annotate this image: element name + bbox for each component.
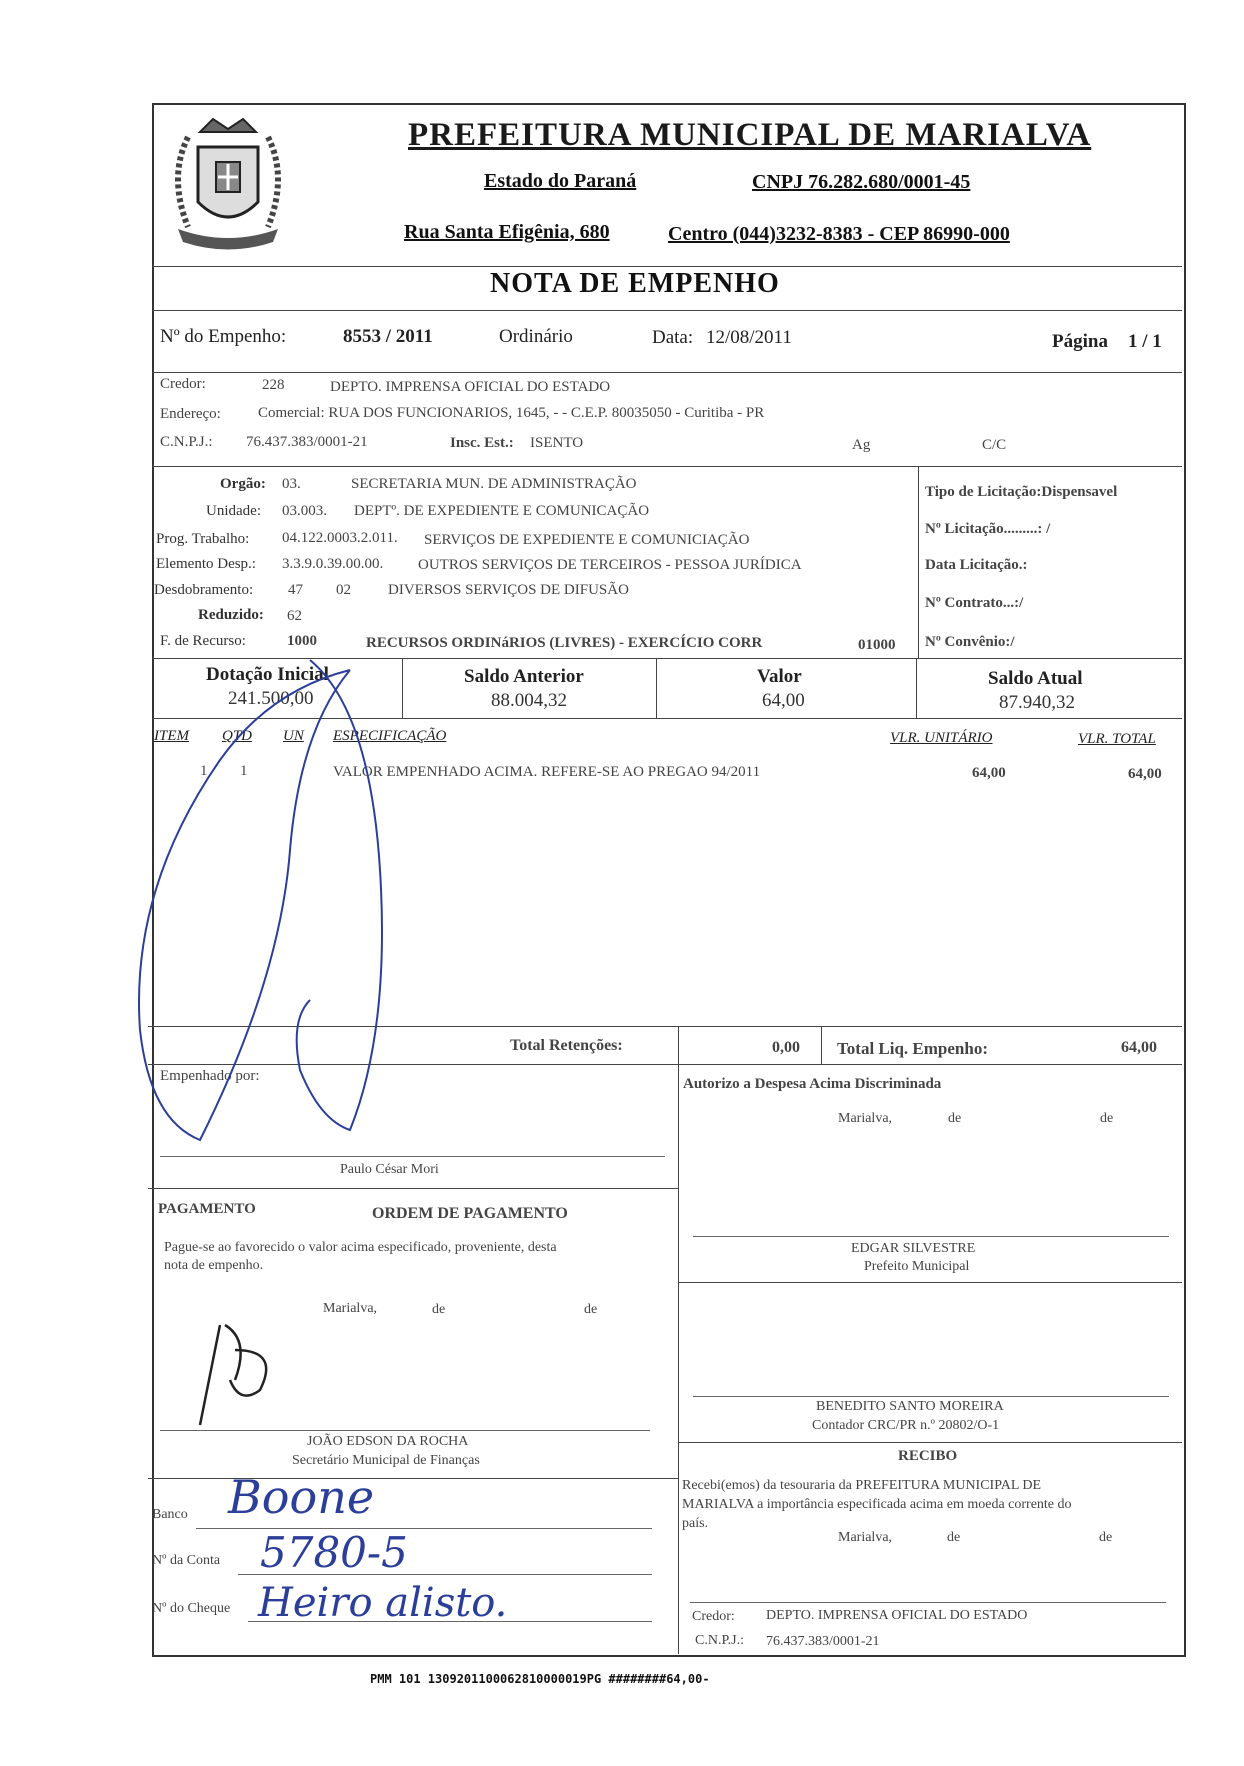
orgao-label: Orgão:	[220, 476, 266, 492]
autorizo-de-1: de	[948, 1111, 962, 1126]
recurso-code2: 01000	[858, 637, 896, 653]
credor-cc-label: C/C	[982, 437, 1007, 453]
total-retencoes-label: Total Retenções:	[510, 1037, 623, 1054]
row-vlr-total: 64,00	[1128, 766, 1162, 782]
total-retencoes-value: 0,00	[772, 1039, 800, 1056]
pagamento-text-1: Pague-se ao favorecido o valor acima especificado, proveniente, desta	[164, 1240, 557, 1255]
col-qtd: QTD	[222, 728, 253, 744]
empenho-date: 12/08/2011	[706, 327, 792, 348]
credor-label: Credor:	[160, 376, 206, 392]
recibo-credor-label: Credor:	[692, 1609, 735, 1624]
header-address: Rua Santa Efigênia, 680	[404, 221, 610, 243]
header-title: PREFEITURA MUNICIPAL DE MARIALVA	[408, 117, 1092, 153]
empenho-number-label: Nº do Empenho:	[160, 326, 287, 347]
valor-label: Valor	[757, 666, 802, 687]
col-especificacao: ESPECIFICAÇÃO	[333, 728, 447, 744]
unidade-code: 03.003.	[282, 503, 327, 519]
recurso-code: 1000	[287, 633, 317, 649]
col-vlr-total: VLR. TOTAL	[1078, 731, 1156, 747]
contador-title: Contador CRC/PR n.º 20802/O-1	[812, 1418, 1000, 1433]
saldo-anterior-label: Saldo Anterior	[464, 666, 584, 687]
desdobramento-label: Desdobramento:	[154, 582, 254, 598]
credor-address-label: Endereço:	[160, 406, 221, 422]
saldo-atual-label: Saldo Atual	[988, 668, 1083, 689]
barcode-line: PMM 101 1309201100062810000019PG ########64,00-	[370, 1672, 710, 1686]
licitacao-convenio: Nº Convênio:/	[925, 634, 1015, 650]
page-value: 1 / 1	[1128, 331, 1162, 352]
empenhado-por-name: Paulo César Mori	[340, 1162, 439, 1177]
cheque-handwritten: Heiro alisto.	[258, 1580, 508, 1626]
empenho-number: 8553 / 2011	[343, 326, 433, 347]
pagamento-label: PAGAMENTO	[158, 1201, 256, 1217]
credor-code: 228	[262, 377, 285, 393]
row-qtd: 1	[240, 763, 248, 779]
prefeito-title: Prefeito Municipal	[864, 1259, 970, 1274]
empenho-type: Ordinário	[499, 326, 573, 347]
licitacao-data: Data Licitação.:	[925, 557, 1028, 573]
banco-handwritten: Boone	[228, 1470, 375, 1524]
signature-mark-secretario	[190, 1320, 300, 1430]
valor-value: 64,00	[762, 690, 805, 711]
signature-mark-large	[110, 650, 450, 1150]
unidade-label: Unidade:	[206, 503, 261, 519]
prog-name: SERVIÇOS DE EXPEDIENTE E COMUNICIAÇÃO	[424, 532, 750, 548]
credor-cnpj: 76.437.383/0001-21	[246, 434, 368, 450]
licitacao-tipo: Tipo de Licitação:Dispensavel	[925, 484, 1118, 500]
row-especificacao: VALOR EMPENHADO ACIMA. REFERE-SE AO PREGAO 94/2011	[333, 764, 761, 780]
saldo-atual-value: 87.940,32	[999, 692, 1075, 713]
unidade-name: DEPTº. DE EXPEDIENTE E COMUNICAÇÃO	[354, 503, 650, 519]
header-state: Estado do Paraná	[484, 170, 637, 192]
recibo-city: Marialva,	[838, 1530, 893, 1545]
prog-label: Prog. Trabalho:	[156, 531, 250, 547]
pagamento-de-1: de	[432, 1302, 446, 1317]
recibo-de-2: de	[1099, 1530, 1113, 1545]
desdobramento-name: DIVERSOS SERVIÇOS DE DIFUSÃO	[388, 582, 629, 598]
ordem-pagamento-label: ORDEM DE PAGAMENTO	[372, 1205, 568, 1222]
prefeito-name: EDGAR SILVESTRE	[851, 1241, 976, 1256]
recibo-text-1: Recebi(emos) da tesouraria da PREFEITURA MUNICIPAL DE	[682, 1478, 1042, 1493]
credor-insc-label: Insc. Est.:	[450, 435, 514, 451]
col-vlr-unitario: VLR. UNITÁRIO	[890, 730, 993, 746]
reduzido-label: Reduzido:	[198, 607, 264, 623]
recibo-de-1: de	[947, 1530, 961, 1545]
autorizo-text: Autorizo a Despesa Acima Discriminada	[683, 1076, 942, 1092]
licitacao-numero: Nº Licitação.........: /	[925, 521, 1051, 537]
recurso-name: RECURSOS ORDINáRIOS (LIVRES) - EXERCÍCIO CORR	[366, 635, 763, 651]
empenhado-por-label: Empenhado por:	[160, 1068, 260, 1084]
recibo-credor-name: DEPTO. IMPRENSA OFICIAL DO ESTADO	[766, 1608, 1028, 1623]
recibo-cnpj-value: 76.437.383/0001-21	[766, 1634, 880, 1649]
pagamento-de-2: de	[584, 1302, 598, 1317]
licitacao-contrato: Nº Contrato...:/	[925, 595, 1024, 611]
elemento-label: Elemento Desp.:	[156, 556, 256, 572]
col-un: UN	[283, 728, 304, 744]
credor-name: DEPTO. IMPRENSA OFICIAL DO ESTADO	[330, 379, 611, 395]
credor-cnpj-label: C.N.P.J.:	[160, 434, 213, 450]
secretario-title: Secretário Municipal de Finanças	[292, 1453, 480, 1468]
total-liquido-label: Total Liq. Empenho:	[837, 1039, 988, 1058]
recibo-text-2: MARIALVA a importância especificada acima em moeda corrente do	[682, 1497, 1072, 1512]
desdobramento-code1: 47	[288, 582, 303, 598]
empenho-date-label: Data:	[652, 327, 694, 348]
conta-handwritten: 5780-5	[260, 1528, 408, 1577]
header-phone: Centro (044)3232-8383 - CEP 86990-000	[668, 223, 1010, 245]
secretario-name: JOÃO EDSON DA ROCHA	[307, 1434, 469, 1449]
prog-code: 04.122.0003.2.011.	[282, 530, 398, 546]
recurso-label: F. de Recurso:	[160, 633, 246, 649]
document-title: NOTA DE EMPENHO	[490, 268, 780, 299]
autorizo-city: Marialva,	[838, 1111, 893, 1126]
autorizo-de-2: de	[1100, 1111, 1114, 1126]
cheque-label: Nº do Cheque	[152, 1601, 231, 1616]
credor-ag-label: Ag	[852, 437, 871, 453]
conta-label: Nº da Conta	[152, 1553, 221, 1568]
row-vlr-unitario: 64,00	[972, 765, 1006, 781]
dotacao-value: 241.500,00	[228, 688, 314, 709]
elemento-code: 3.3.9.0.39.00.00.	[282, 556, 384, 572]
contador-name: BENEDITO SANTO MOREIRA	[816, 1399, 1004, 1414]
pagamento-city: Marialva,	[323, 1301, 378, 1316]
row-item: 1	[200, 763, 208, 779]
recibo-label: RECIBO	[898, 1448, 958, 1464]
credor-insc: ISENTO	[530, 435, 584, 451]
banco-label: Banco	[152, 1507, 188, 1522]
recibo-text-3: país.	[682, 1516, 709, 1531]
coat-of-arms-logo	[158, 107, 298, 257]
orgao-code: 03.	[282, 476, 301, 492]
total-liquido-value: 64,00	[1121, 1039, 1157, 1056]
col-item: ITEM	[154, 728, 189, 744]
pagamento-text-2: nota de empenho.	[164, 1258, 264, 1273]
credor-address: Comercial: RUA DOS FUNCIONARIOS, 1645, - - C.E.P. 80035050 - Curitiba - PR	[258, 405, 765, 421]
page-label: Página	[1052, 331, 1108, 352]
recibo-cnpj-label: C.N.P.J.:	[695, 1633, 745, 1648]
desdobramento-code2: 02	[336, 582, 351, 598]
saldo-anterior-value: 88.004,32	[491, 690, 567, 711]
orgao-name: SECRETARIA MUN. DE ADMINISTRAÇÃO	[351, 476, 637, 492]
reduzido-value: 62	[287, 608, 302, 624]
dotacao-label: Dotação Inicial	[206, 664, 329, 685]
header-cnpj: CNPJ 76.282.680/0001-45	[752, 171, 971, 193]
elemento-name: OUTROS SERVIÇOS DE TERCEIROS - PESSOA JURÍDICA	[418, 557, 802, 573]
